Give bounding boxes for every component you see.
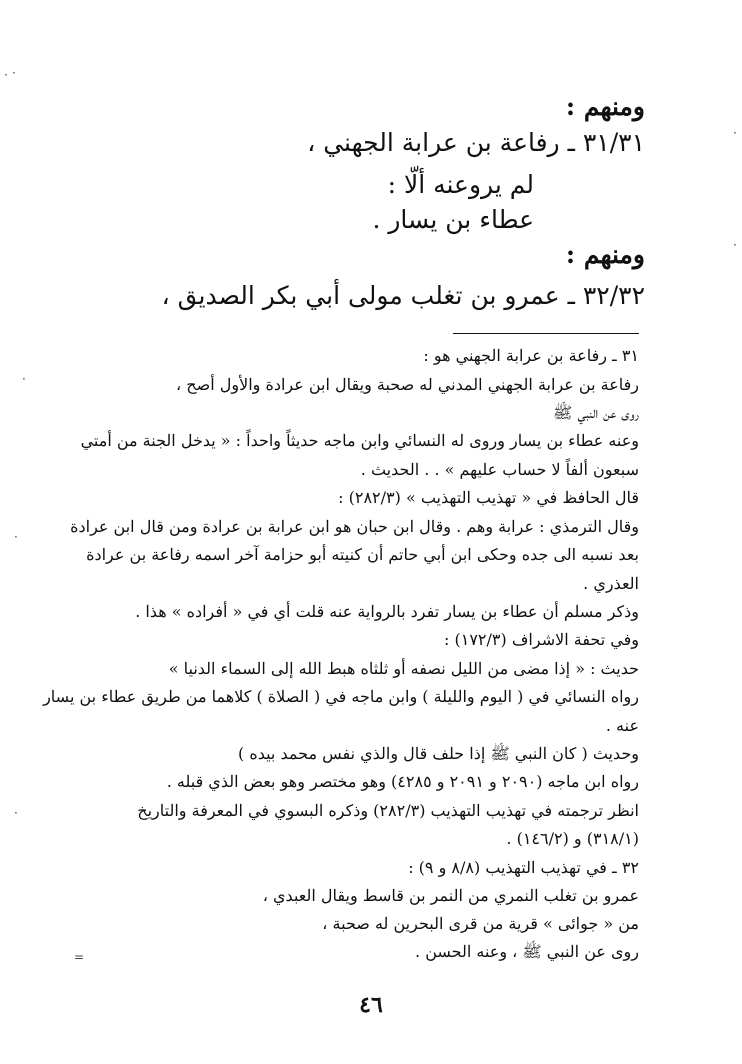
footnote-line: سبعون ألفاً لا حساب عليهم » . . الحديث . xyxy=(360,460,639,479)
footnote-divider xyxy=(453,333,639,334)
entry-31-subline: لم يروعنه ألّا : xyxy=(387,170,534,199)
scan-artifact-mark: = xyxy=(74,950,85,964)
scan-artifact-mark: · xyxy=(14,806,18,820)
scan-artifact-mark: · xyxy=(4,68,8,82)
footnote-line: عنه . xyxy=(605,716,639,735)
scan-artifact-mark: · xyxy=(12,66,16,80)
footnote-line: وعنه عطاء بن يسار وروى له النسائي وابن ماجه حديثاً واحداً : « يدخل الجنة من أمتي xyxy=(80,431,639,450)
footnote-line: وحديث ( كان النبي ﷺ إذا حلف قال والذي نفس محمد بيده ) xyxy=(237,744,639,763)
scan-artifact-mark: · xyxy=(22,372,26,386)
footnote-line: وفي تحفة الاشراف (١٧٢/٣) : xyxy=(444,630,639,649)
footnote-line: ٣٢ ـ في تهذيب التهذيب (٨/٨ و ٩) : xyxy=(408,858,639,877)
footnote-line: حديث : « إذا مضى من الليل نصفه أو ثلثاه هبط الله إلى السماء الدنيا » xyxy=(168,659,639,678)
footnote-line: بعد نسبه الى جده وحكى ابن أبي حاتم أن كنيته أبو حزامة آخر اسمه رفاعة بن عرادة xyxy=(86,545,639,564)
footnote-line: (٣١٨/١) و (١٤٦/٢) . xyxy=(506,829,639,848)
scan-artifact-mark: · xyxy=(733,238,737,252)
footnote-line: روى عن النبي ﷺ xyxy=(553,403,639,422)
section-header: ومنهم : xyxy=(565,92,645,121)
footnote-line: رواه النسائي في ( اليوم والليلة ) وابن ماجه في ( الصلاة ) كلاهما من طريق عطاء بن يسار xyxy=(43,687,639,706)
footnote-line: ٣١ ـ رفاعة بن عرابة الجهني هو : xyxy=(423,346,639,365)
footnote-line: روى عن النبي ﷺ ، وعنه الحسن . xyxy=(415,942,639,961)
entry-32-title: ٣٢/٣٢ ـ عمرو بن تغلب مولى أبي بكر الصديق ، xyxy=(161,281,645,310)
footnote-line: وقال الترمذي : عرابة وهم . وقال ابن حبان هو ابن عرابة بن عرادة ومن قال ابن عرادة xyxy=(70,517,639,536)
footnote-line: العذري . xyxy=(583,574,639,593)
footnote-line: من « جوائى » قرية من قرى البحرين له صحبة ، xyxy=(322,914,639,933)
footnote-line: عمرو بن تغلب النمري من النمر بن قاسط ويقال العبدي ، xyxy=(262,886,639,905)
scan-artifact-mark: · xyxy=(733,126,737,140)
scan-artifact-mark: · xyxy=(14,530,18,544)
section-header: ومنهم : xyxy=(565,240,645,269)
entry-31-narrator: عطاء بن يسار . xyxy=(372,205,534,234)
footnote-line: رفاعة بن عرابة الجهني المدني له صحبة ويقال ابن عرادة والأول أصح ، xyxy=(176,375,639,394)
footnote-line: قال الحافظ في « تهذيب التهذيب » (٢٨٢/٣) : xyxy=(338,488,639,507)
entry-31-title: ٣١/٣١ ـ رفاعة بن عرابة الجهني ، xyxy=(307,128,645,157)
footnote-line: انظر ترجمته في تهذيب التهذيب (٢٨٢/٣) وذكره البسوي في المعرفة والتاريخ xyxy=(137,801,639,820)
footnote-line: وذكر مسلم أن عطاء بن يسار تفرد بالرواية عنه قلت أي في « أفراده » هذا . xyxy=(135,602,639,621)
footnote-line: رواه ابن ماجه (٢٠٩٠ و ٢٠٩١ و ٤٢٨٥) وهو مختصر وهو بعض الذي قبله . xyxy=(166,772,639,791)
page-number: ٤٦ xyxy=(359,992,383,1018)
